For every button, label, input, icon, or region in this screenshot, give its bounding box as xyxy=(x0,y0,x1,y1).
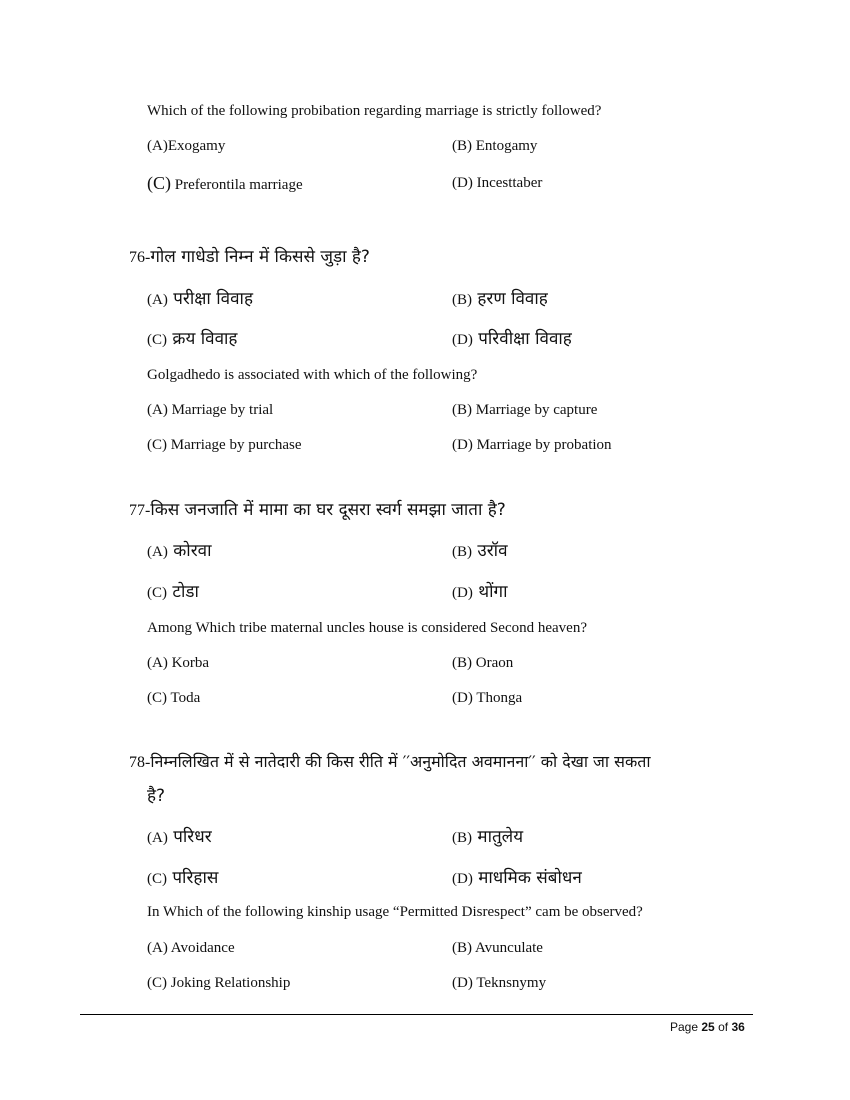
option-text: थोंगा xyxy=(478,582,508,602)
q76-hindi-option-c xyxy=(147,326,237,349)
question-number: 76- xyxy=(129,249,151,266)
option-label: (D) xyxy=(452,690,473,706)
option-text: Oraon xyxy=(475,655,514,671)
option-label: (C) xyxy=(147,585,167,601)
q78-hindi-option-c xyxy=(147,865,218,888)
q77-english-option-b xyxy=(452,655,513,672)
option-label: (B) xyxy=(452,544,472,560)
q77-hindi-option-c xyxy=(147,579,199,602)
option-text: उरॉव xyxy=(477,541,508,561)
option-label: (D) xyxy=(452,975,473,991)
q78-english-option-b xyxy=(452,940,543,957)
option-label: (D) xyxy=(452,175,473,191)
q77-hindi-option-b xyxy=(452,538,508,561)
q75-english-question: Which of the following probibation regarding marriage is strictly followed? xyxy=(147,103,602,119)
of-word: of xyxy=(718,1020,729,1034)
q76-english-question: Golgadhedo is associated with which of the following? xyxy=(147,367,478,383)
option-text: Marriage by capture xyxy=(475,402,598,418)
question-text: गोल गाधेडो निम्न में किससे जुड़ा है? xyxy=(150,247,370,267)
option-text: परिवीक्षा विवाह xyxy=(478,329,572,349)
option-text: Exogamy xyxy=(167,138,226,154)
option-label: (B) xyxy=(452,138,472,154)
option-label: (C) xyxy=(147,173,171,193)
option-label: (A) xyxy=(147,292,168,308)
q76-hindi-question xyxy=(129,244,370,267)
q77-hindi-option-d xyxy=(452,579,507,602)
option-text: टोडा xyxy=(172,582,199,602)
option-label: (A) xyxy=(147,830,168,846)
option-label: (B) xyxy=(452,655,472,671)
q76-hindi-option-a xyxy=(147,286,253,309)
option-text: Avunculate xyxy=(474,940,543,956)
total-pages: 36 xyxy=(731,1020,745,1034)
q77-english-question: Among Which tribe maternal uncles house is considered Second heaven? xyxy=(147,620,588,636)
q78-hindi-option-b xyxy=(452,824,523,847)
q78-english-question: In Which of the following kinship usage “Permitted Disrespect” cam be observed? xyxy=(147,904,643,920)
option-text: Marriage by probation xyxy=(476,437,612,453)
option-label: (A) xyxy=(147,544,168,560)
option-label: (D) xyxy=(452,871,473,887)
option-label: (C) xyxy=(147,332,167,348)
option-label: (D) xyxy=(452,437,473,453)
q77-english-option-c xyxy=(147,690,200,707)
q76-hindi-option-b xyxy=(452,286,548,309)
option-label: (C) xyxy=(147,871,167,887)
option-label: (C) xyxy=(147,975,167,991)
q78-hindi-question-line2: है? xyxy=(147,786,166,806)
question-number: 78- xyxy=(129,754,151,771)
option-text: Marriage by purchase xyxy=(170,437,302,453)
page-number xyxy=(670,1020,745,1034)
option-label: (B) xyxy=(452,830,472,846)
option-label: (A) xyxy=(147,402,168,418)
q78-hindi-question-line1 xyxy=(129,750,753,772)
option-text: परिधर xyxy=(173,827,212,847)
option-text: Thonga xyxy=(476,690,523,706)
q77-hindi-question xyxy=(129,497,506,520)
option-text: Entogamy xyxy=(475,138,538,154)
question-text: निम्नलिखित में से नातेदारी की किस रीति में ′′अनुमोदित अवमानना′′ को देखा जा सकता xyxy=(150,752,651,771)
option-text: Teknsnymy xyxy=(476,975,547,991)
option-label: (A) xyxy=(147,138,168,154)
option-label: (C) xyxy=(147,690,167,706)
q75-option-a xyxy=(147,138,225,155)
option-text: कोरवा xyxy=(173,541,212,561)
q76-english-option-d xyxy=(452,437,612,454)
option-text: Korba xyxy=(171,655,210,671)
option-text: Incesttaber xyxy=(476,175,543,191)
option-text: माधमिक संबोधन xyxy=(478,868,582,888)
option-text: क्रय विवाह xyxy=(172,329,238,349)
q78-hindi-option-d xyxy=(452,865,582,888)
current-page: 25 xyxy=(701,1020,715,1034)
question-number: 77- xyxy=(129,502,151,519)
option-label: (A) xyxy=(147,655,168,671)
option-label: (D) xyxy=(452,332,473,348)
option-text: मातुलेय xyxy=(477,827,524,847)
option-text: Preferontila marriage xyxy=(174,177,303,193)
q75-option-c xyxy=(147,173,303,194)
option-text: परिहास xyxy=(172,868,219,888)
q78-hindi-option-a xyxy=(147,824,212,847)
option-text: परीक्षा विवाह xyxy=(173,289,253,309)
q75-option-b xyxy=(452,138,537,155)
option-text: Avoidance xyxy=(170,940,235,956)
option-label: (B) xyxy=(452,292,472,308)
footer-divider xyxy=(80,1014,753,1015)
q76-english-option-a xyxy=(147,402,273,419)
q77-hindi-option-a xyxy=(147,538,212,561)
option-text: Marriage by trial xyxy=(171,402,274,418)
option-label: (B) xyxy=(452,402,472,418)
q76-hindi-option-d xyxy=(452,326,572,349)
page-word: Page xyxy=(670,1020,699,1034)
option-text: Joking Relationship xyxy=(170,975,291,991)
q76-english-option-b xyxy=(452,402,597,419)
q78-english-option-a xyxy=(147,940,235,957)
question-text: किस जनजाति में मामा का घर दूसरा स्वर्ग समझा जाता है? xyxy=(150,500,506,520)
option-label: (B) xyxy=(452,940,472,956)
option-label: (D) xyxy=(452,585,473,601)
q76-english-option-c xyxy=(147,437,302,454)
q75-option-d xyxy=(452,175,542,192)
option-text: Toda xyxy=(170,690,201,706)
option-label: (A) xyxy=(147,940,168,956)
q77-english-option-a xyxy=(147,655,209,672)
q78-english-option-c xyxy=(147,975,290,992)
q77-english-option-d xyxy=(452,690,522,707)
q78-english-option-d xyxy=(452,975,546,992)
option-text: हरण विवाह xyxy=(477,289,548,309)
option-label: (C) xyxy=(147,437,167,453)
